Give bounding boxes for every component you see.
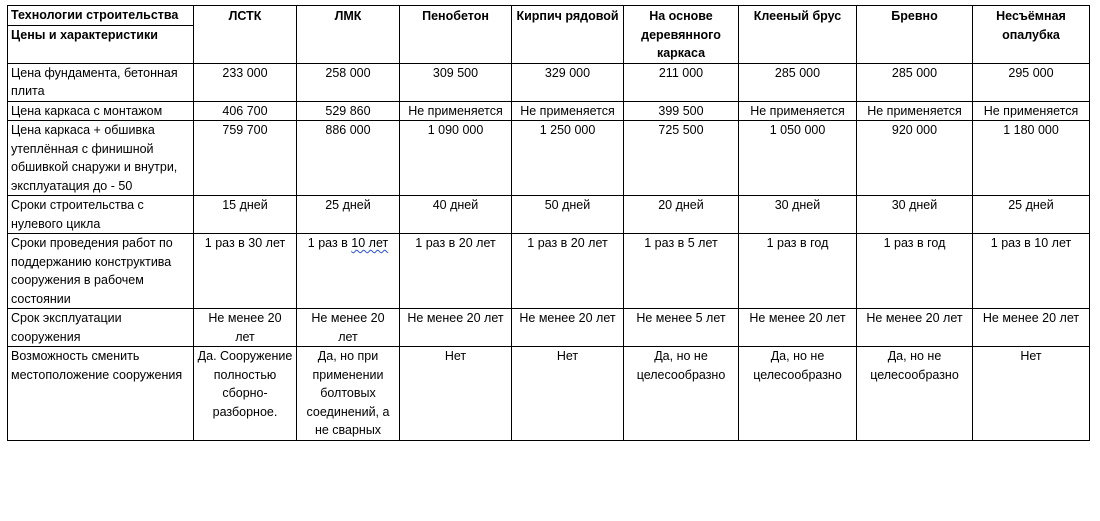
table-cell: 406 700 — [194, 101, 297, 121]
table-cell: 258 000 — [297, 63, 400, 101]
table-cell: 725 500 — [624, 121, 739, 196]
table-cell: 25 дней — [297, 196, 400, 234]
table-cell: Не менее 20 лет — [194, 309, 297, 347]
row-label: Возможность сменить местоположение сооружения — [8, 347, 194, 441]
table-row — [8, 347, 1090, 441]
table-cell: 1 раз в 30 лет — [194, 234, 297, 309]
table-cell-text: 1 раз в — [307, 236, 352, 250]
column-header: ЛСТК — [194, 6, 297, 64]
comparison-table-container — [7, 5, 1090, 441]
row-label: Цена фундамента, бетонная плита — [8, 63, 194, 101]
corner-bottom-label: Цены и характеристики — [8, 25, 193, 45]
table-cell: Нет — [400, 347, 512, 441]
table-cell: Не применяется — [973, 101, 1090, 121]
table-cell: Не менее 20 лет — [739, 309, 857, 347]
column-header: Несъёмная опалубка — [973, 6, 1090, 64]
header-row — [8, 6, 1090, 64]
table-cell: 529 860 — [297, 101, 400, 121]
row-label: Цена каркаса + обшивка утеплённая с финишной обшивкой снаружи и внутри, эксплуатация до - 50 — [8, 121, 194, 196]
column-header: На основе деревянного каркаса — [624, 6, 739, 64]
table-row — [8, 309, 1090, 347]
spellcheck-underlined-text: 10 лет — [351, 236, 389, 250]
table-cell: Не менее 20 лет — [512, 309, 624, 347]
table-row — [8, 121, 1090, 196]
column-header: Бревно — [857, 6, 973, 64]
row-label: Срок эксплуатации сооружения — [8, 309, 194, 347]
table-cell: 50 дней — [512, 196, 624, 234]
table-cell: 30 дней — [739, 196, 857, 234]
table-cell: Да. Сооружение полностью сборно-разборное. — [194, 347, 297, 441]
table-cell: 285 000 — [739, 63, 857, 101]
table-cell: 309 500 — [400, 63, 512, 101]
table-cell: Не менее 5 лет — [624, 309, 739, 347]
comparison-table — [7, 5, 1090, 441]
table-cell: 233 000 — [194, 63, 297, 101]
table-cell: 1 050 000 — [739, 121, 857, 196]
table-cell: Да, но не целесообразно — [857, 347, 973, 441]
table-cell: 1 раз в 10 лет — [973, 234, 1090, 309]
table-row — [8, 234, 1090, 309]
table-cell: Не менее 20 лет — [297, 309, 400, 347]
table-cell: Не применяется — [739, 101, 857, 121]
table-cell: 1 180 000 — [973, 121, 1090, 196]
table-row — [8, 196, 1090, 234]
table-cell: 1 раз в 20 лет — [512, 234, 624, 309]
column-header: Кирпич рядовой — [512, 6, 624, 64]
table-cell: 1 раз в 5 лет — [624, 234, 739, 309]
table-row — [8, 63, 1090, 101]
table-cell: Да, но при применении болтовых соединений, а не сварных — [297, 347, 400, 441]
table-cell: 211 000 — [624, 63, 739, 101]
table-row — [8, 101, 1090, 121]
table-cell — [297, 234, 400, 309]
table-cell: 25 дней — [973, 196, 1090, 234]
corner-header-cell — [8, 6, 194, 64]
table-cell: Не применяется — [857, 101, 973, 121]
table-cell: 920 000 — [857, 121, 973, 196]
row-label: Сроки проведения работ по поддержанию конструктива сооружения в рабочем состоянии — [8, 234, 194, 309]
table-cell: Да, но не целесообразно — [739, 347, 857, 441]
table-cell: Нет — [973, 347, 1090, 441]
table-cell: Не менее 20 лет — [400, 309, 512, 347]
corner-top-label: Технологии строительства — [11, 8, 179, 22]
table-cell: 1 250 000 — [512, 121, 624, 196]
table-cell: 886 000 — [297, 121, 400, 196]
table-cell: 30 дней — [857, 196, 973, 234]
table-cell: Да, но не целесообразно — [624, 347, 739, 441]
table-cell: Не применяется — [512, 101, 624, 121]
table-cell: Не менее 20 лет — [973, 309, 1090, 347]
table-cell: 40 дней — [400, 196, 512, 234]
table-cell: 1 раз в год — [739, 234, 857, 309]
row-label: Цена каркаса с монтажом — [8, 101, 194, 121]
table-cell: 15 дней — [194, 196, 297, 234]
column-header: ЛМК — [297, 6, 400, 64]
table-cell: 20 дней — [624, 196, 739, 234]
table-cell: 1 раз в 20 лет — [400, 234, 512, 309]
table-cell: 329 000 — [512, 63, 624, 101]
table-cell: 295 000 — [973, 63, 1090, 101]
table-cell: Нет — [512, 347, 624, 441]
column-header: Пенобетон — [400, 6, 512, 64]
table-cell: 759 700 — [194, 121, 297, 196]
table-cell: 399 500 — [624, 101, 739, 121]
row-label: Сроки строительства с нулевого цикла — [8, 196, 194, 234]
table-cell: Не применяется — [400, 101, 512, 121]
column-header: Клееный брус — [739, 6, 857, 64]
table-cell: 1 раз в год — [857, 234, 973, 309]
table-cell: Не менее 20 лет — [857, 309, 973, 347]
table-cell: 1 090 000 — [400, 121, 512, 196]
table-cell: 285 000 — [857, 63, 973, 101]
